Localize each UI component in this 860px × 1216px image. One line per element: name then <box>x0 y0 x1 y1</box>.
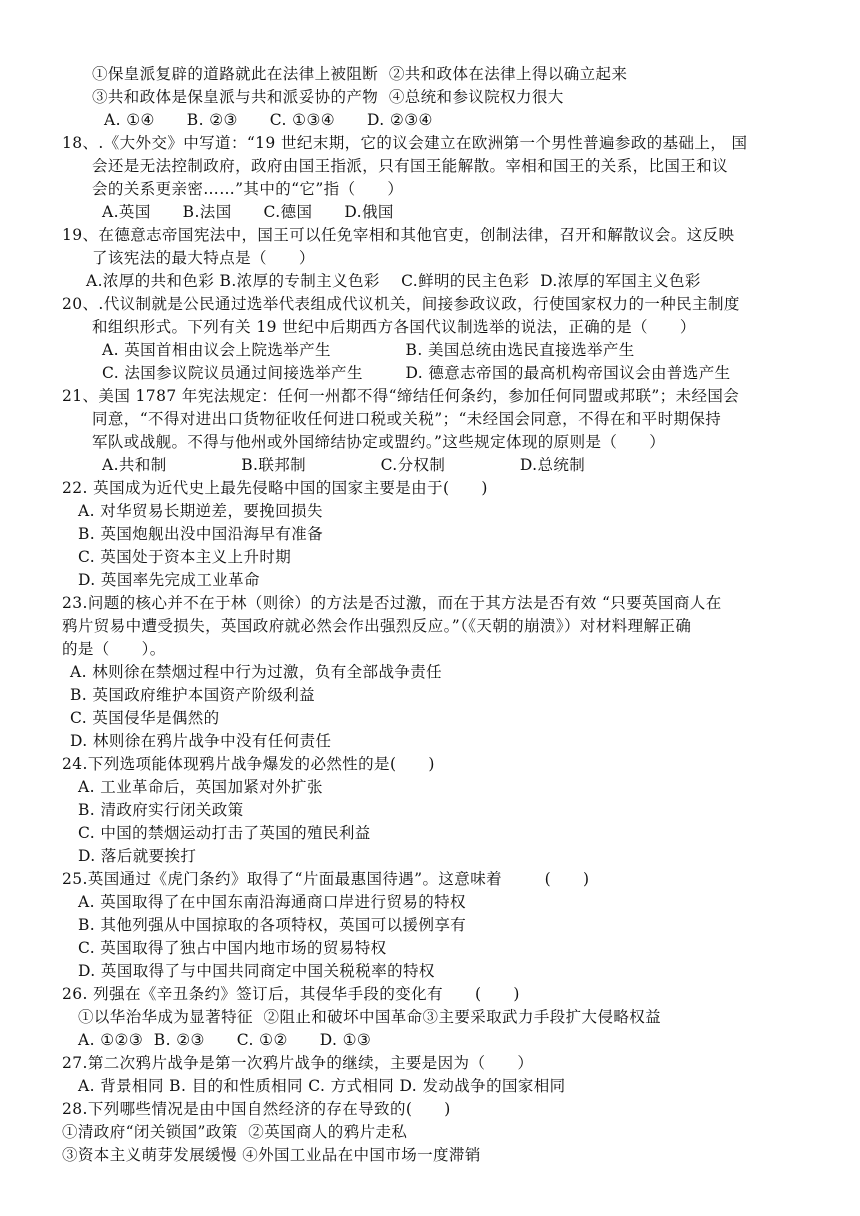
text-line: B. 英国炮舰出没中国沿海早有准备 <box>78 525 324 543</box>
text-line: ①以华治华成为显著特征 ②阻止和破坏中国革命③主要采取武力手段扩大侵略权益 <box>78 1008 662 1026</box>
text-line: 25.英国通过《虎门条约》取得了“片面最惠国待遇”。这意味着 ( ) <box>62 870 590 888</box>
text-line: 22. 英国成为近代史上最先侵略中国的国家主要是由于( ) <box>62 479 488 497</box>
text-line: 鸦片贸易中遭受损失，英国政府就必然会作出强烈反应。”（《天朝的崩溃》）对材料理解正确 <box>62 617 692 635</box>
text-line: A. 林则徐在禁烟过程中行为过激，负有全部战争责任 <box>70 663 443 681</box>
text-line: C. 中国的禁烟运动打击了英国的殖民利益 <box>78 824 371 842</box>
text-line: 24.下列选项能体现鸦片战争爆发的必然性的是( ) <box>62 755 435 773</box>
text-line: B. 其他列强从中国掠取的各项特权，英国可以援例享有 <box>78 916 467 934</box>
text-line: A. 工业革命后，英国加紧对外扩张 <box>78 778 323 796</box>
text-line: A.浓厚的共和色彩 B.浓厚的专制主义色彩 C.鲜明的民主色彩 D.浓厚的军国主义色彩 <box>86 272 701 290</box>
text-line: 23.问题的核心并不在于林（则徐）的方法是否过激，而在于其方法是否有效 “只要英国商人在 <box>62 594 722 612</box>
text-line: A. 对华贸易长期逆差，要挽回损失 <box>78 502 323 520</box>
text-line: C. 英国取得了独占中国内地市场的贸易特权 <box>78 939 387 957</box>
text-line: D. 林则徐在鸦片战争中没有任何责任 <box>70 732 332 750</box>
text-line: 19、在德意志帝国宪法中，国王可以任免宰相和其他官吏，创制法律，召开和解散议会。这反映 <box>62 226 735 244</box>
text-line: ③资本主义萌芽发展缓慢 ④外国工业品在中国市场一度滞销 <box>62 1146 481 1164</box>
text-line: 同意，“不得对进出口货物征收任何进口税或关税”；“未经国会同意，不得在和平时期保持 <box>92 410 722 428</box>
text-line: 26. 列强在《辛丑条约》签订后，其侵华手段的变化有 ( ) <box>62 985 520 1003</box>
text-line: D. 英国取得了与中国共同商定中国关税税率的特权 <box>78 962 435 980</box>
text-line: 了该宪法的最大特点是（ ） <box>92 249 315 267</box>
text-line: C. 英国侵华是偶然的 <box>70 709 220 727</box>
text-line: ①保皇派复辟的道路就此在法律上被阻断 ②共和政体在法律上得以确立起来 <box>92 65 628 83</box>
text-line: A. 背景相同 B. 目的和性质相同 C. 方式相同 D. 发动战争的国家相同 <box>78 1077 566 1095</box>
text-line: C. 英国处于资本主义上升时期 <box>78 548 292 566</box>
text-line: 会还是无法控制政府，政府由国王指派，只有国王能解散。宰相和国王的关系，比国王和议 <box>92 157 729 175</box>
text-line: 军队或战舰。不得与他州或外国缔结协定或盟约。”这些规定体现的原则是（ ） <box>92 433 666 451</box>
text-line: 20、.代议制就是公民通过选举代表组成代议机关，间接参政议政，行使国家权力的一种民主制度 <box>62 295 740 313</box>
text-line: A. 英国取得了在中国东南沿海通商口岸进行贸易的特权 <box>78 893 466 911</box>
text-line: A. ①④ B. ②③ C. ①③④ D. ②③④ <box>104 111 433 129</box>
text-line: ③共和政体是保皇派与共和派妥协的产物 ④总统和参议院权力很大 <box>92 88 564 106</box>
text-line: 和组织形式。下列有关 19 世纪中后期西方各国代议制选举的说法，正确的是（ ） <box>92 318 696 336</box>
text-line: B. 清政府实行闭关政策 <box>78 801 244 819</box>
text-line: 27.第二次鸦片战争是第一次鸦片战争的继续，主要是因为（ ） <box>62 1054 534 1072</box>
text-line: C. 法国参议院议员通过间接选举产生 D. 德意志帝国的最高机构帝国议会由普选产生 <box>102 364 731 382</box>
text-line: A.共和制 B.联邦制 C.分权制 D.总统制 <box>102 456 586 474</box>
text-line: 21、美国 1787 年宪法规定：任何一州都不得“缔结任何条约，参加任何同盟或邦联”；未经国会 <box>62 387 740 405</box>
text-line: 的是（ ）。 <box>62 640 166 658</box>
text-line: B. 英国政府维护本国资产阶级利益 <box>70 686 316 704</box>
text-line: 28.下列哪些情况是由中国自然经济的存在导致的( ) <box>62 1100 451 1118</box>
text-line: ①清政府“闭关锁国”政策 ②英国商人的鸦片走私 <box>62 1123 408 1141</box>
text-line: A.英国 B.法国 C.德国 D.俄国 <box>102 203 394 221</box>
text-line: A. ①②③ B. ②③ C. ①② D. ①③ <box>78 1031 372 1049</box>
text-line: D. 落后就要挨打 <box>78 847 197 865</box>
text-line: 会的关系更亲密……”其中的“它”指（ ） <box>92 180 404 198</box>
text-line: A. 英国首相由议会上院选举产生 B. 美国总统由选民直接选举产生 <box>102 341 635 359</box>
text-line: D. 英国率先完成工业革命 <box>78 571 260 589</box>
text-line: 18、.《大外交》中写道：“19 世纪末期，它的议会建立在欧洲第一个男性普遍参政的基础上， 国 <box>62 134 748 152</box>
